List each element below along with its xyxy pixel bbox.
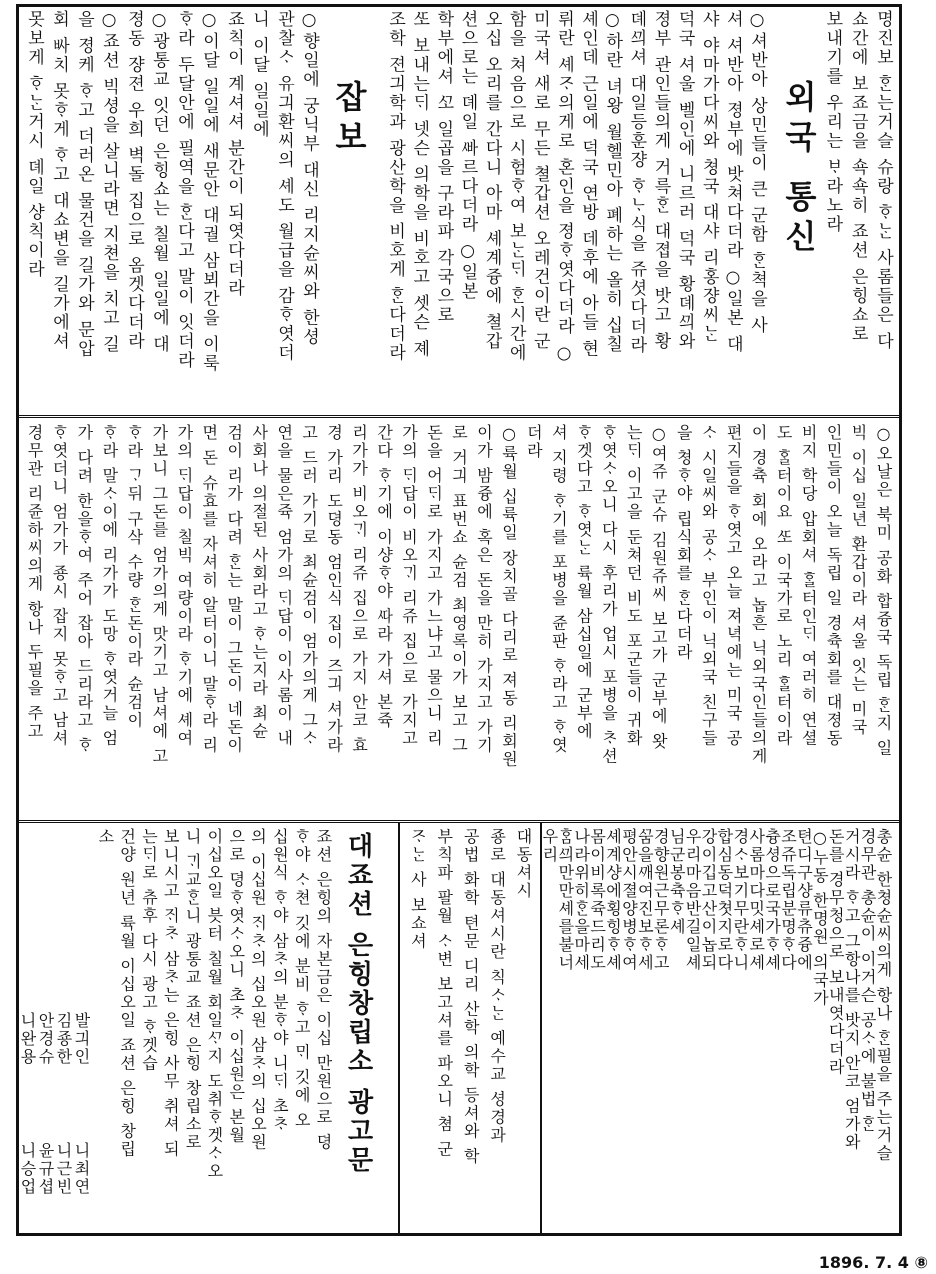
signatory-name: 니승업 [18, 1142, 37, 1196]
text-column: ○셔반아 상민들이 큰 군함 ᄒᆞᆫ쳑을 사 [747, 10, 767, 336]
text-column: 보내기를 우리는 ᄇᆞ라노라 [822, 10, 843, 234]
text-column: ○하란 녀왕 월헬민아 폐하는 올히 십칠 [602, 10, 623, 355]
text-column: 비지 학당 압회셔 ᄒᆞᆯ터인ᄃᆡ 여러히 연셜 [799, 424, 819, 748]
text-column: 셔 지령 ᄒᆞ기를 포병을 쥰판 ᄒᆞ라고 ᄒᆞ엿 [549, 424, 569, 755]
text-column: 오십 오리를 간다니 아마 셰계즁에 쳘갑 [481, 10, 502, 352]
signatory-name: 김죵한 [54, 1012, 73, 1066]
text-column: ○누동 한명원 의국가 [810, 828, 830, 1008]
text-column: 샤 야마가다씨와 쳥국 대샤 리홍쟝씨ᄂᆞᆫ [698, 10, 719, 344]
text-column: 연을 물은쥭 엄가의 ᄃᆡ답이 이사롬이 내 [274, 424, 294, 748]
text-column: ᄒᆞ야 ᄉᆞ쳔 깃에 분비 ᄒᆞ고 ᄆᆡ 깃에 오 [292, 828, 312, 1130]
text-column: 의 이십원 ᄌᆡᄎᆞ의 십오원 삼ᄎᆞ의 십오원 [248, 828, 268, 1152]
text-column: 이 경츅 회에 오라고 놉흔 닉외국인들의게 [749, 424, 769, 766]
text-column: 사회나 의절된 사회라고 ᄒᆞ는지라 최슌 [249, 424, 269, 741]
text-column: 함을 쳐음으로 시험ᄒᆞ여 보ᄂᆞᆫᄃᆡ ᄒᆞᆫ시간에 [505, 10, 526, 363]
text-column: 조쥬독립분명ᄒᆞ다 [778, 828, 798, 972]
text-column: 가의 ᄃᆡ답이 칠빅 여량이라 ᄒᆞ기에 셰여 [174, 424, 194, 748]
text-column: 도 ᄒᆞᆯ터이요 ᄯᅩ 이국가로 노리 ᄒᆞᆯ터이라 [774, 424, 794, 748]
text-column: 가보니 그돈를 엄가의게 맛기고 남셔에 고 [149, 424, 169, 766]
text-column: 죠션 은힝의 자본금은 이십 만원으로 뎡 [313, 828, 333, 1152]
text-column: 공법 화학 텬문 디리 산학 의학 등셔와 학 [461, 828, 481, 1166]
text-column: 을 졍케 ᄒᆞ고 더러온 물건을 길가와 문압 [74, 10, 94, 359]
text-column: ᄯᅩ 보내는ᄃᆡ 넷슨 의학을 비호고 셋슨 졔 [409, 10, 430, 359]
bank-ad-title: 대죠션 은힝창립소 광고문 [343, 832, 373, 1176]
text-column: 리가가 비오ᄀᆡ 리쥬 집으로 가지 안코 효 [349, 424, 369, 755]
text-column: 몸이비록쥭드리도 [587, 828, 607, 972]
text-column: 편지들을 ᄒᆞ엿고 오늘 져녁에는 미국 공 [724, 424, 744, 748]
text-column: ○향일에 궁닉부 대신 리지슌씨와 한셩 [299, 10, 319, 347]
text-column: 학부에셔 ᄭᅩ 일곱을 구라파 각국으로 [433, 10, 454, 325]
text-column: 경향원근무론ᄒᆞ고 [651, 828, 671, 972]
text-column: 못보게 ᄒᆞᄂᆞᆫ거시 뎨일 샹칙이라 [24, 10, 44, 280]
text-column: 경 가리 도뎡동 엄인식 집이 즈긔 셔가라 [324, 424, 344, 755]
text-column: 건양 원년 륙월 이십오일 죠션 은힝 창립 [117, 828, 137, 1159]
text-column: ○오날은 북미 공화 합즁국 독립 ᄒᆞᆫ지 일 [873, 424, 893, 758]
text-column: 뎨ᄭᅴ셔 대일등훈쟝 ᄒᆞᄂᆞ식을 쥬셧다더라 [626, 10, 647, 356]
text-column: 관찰ᄉᆞ 유긔환씨의 셰도 월급을 감ᄒᆞ엿더 [274, 10, 294, 363]
text-column: 가 다려 한을ᄒᆞ여 주어 잡아 드리라고 ᄒᆞ [74, 424, 94, 755]
text-column: 우리마음반길일셰 [683, 828, 703, 972]
text-column: 츙셩으로국가ᄒᆞ셰 [762, 828, 782, 972]
text-column: ᄒᆞ라 말ᄉᆞ이에 리가가 도망 ᄒᆞ엿거늘 엄 [99, 424, 119, 748]
text-column: 죵로 대동셔시란 칙ᄉᆞᄂᆞᆫ 예수교 셩경과 [487, 828, 507, 1145]
text-column: 졍동 쟝젼 우희 벽돌 집으로 옴겟다더라 [124, 10, 144, 352]
text-column: 간다 ᄒᆞ기에 이샹ᄒᆞ야 ᄯᅡ라 가셔 본쥭 [374, 424, 394, 730]
column-divider [398, 822, 400, 1236]
text-column: ᄒᆞ겟다고 ᄒᆞ엿ᄂᆞᆫ 륙월 삼십일에 군부에 [574, 424, 594, 741]
text-column: ○광통교 잇던 은힝쇼는 칠월 일일에 대 [149, 10, 169, 355]
text-column: ᄒᆞᆷᄭᅴ만만셰를불너 [555, 828, 575, 972]
text-column: 션으로는 뎨일 ᄲᅡ르다더라 ○일본 [457, 10, 478, 302]
text-column: 을 쳥ᄒᆞ야 립식회를 ᄒᆞᆫ다더라 [674, 424, 694, 662]
text-column: 셰인데 근일에 덕국 연방 데후에 아들 현 [578, 10, 599, 359]
signatory-name: 니근빈 [54, 1142, 73, 1196]
text-column: 명진보 ᄒᆞᆫ는거슬 슈랑 ᄒᆞᄂᆞᆫ 사롬들은 다 [872, 10, 893, 352]
text-column: 이가 밤즁에 혹은 돈을 만히 가지고 가기 [474, 424, 494, 755]
section-divider [16, 415, 902, 418]
text-column: 이십오일 븟터 칠월 회일ᄭᆞ지 도취ᄒᆞ겟ᄉᆞ오 [204, 828, 224, 1181]
text-column: 합심동덕쳣지로다 [714, 828, 734, 972]
text-column: 검이 리가 다려 ᄒᆞᆫ는 말이 그돈이 네돈이 [224, 424, 244, 755]
text-column: 님군봉츅ᄒᆞ셰 [667, 828, 687, 936]
text-column: 니 ᄀᆡ교ᄒᆞᆫ니 광통교 죠션 은힝 창립소로 [183, 828, 203, 1152]
text-column: 인민들이 오늘 독립 일 경츅회를 대졍동 [824, 424, 844, 748]
signatory-name: 안경슈 [36, 1012, 55, 1066]
text-column: 더라 [524, 424, 544, 460]
text-column: ᄒᆞ엿ᄉᆞ오니 다시 후리가 업시 포병을 ᄎᆞ션 [599, 424, 619, 766]
text-column: 로 거긔 표번쇼 슌검 최영록이가 보고 그 [449, 424, 469, 755]
misc-news-title: 잡보 [330, 80, 368, 160]
text-column: 니 이달 일일에 [249, 10, 269, 139]
text-column: 돈를 경무청으로 보내엿다더라 [826, 828, 846, 1077]
text-column: 강이깁고산이놉되 [698, 828, 718, 972]
text-column: 빅 이십 일년 환갑이라 셔울 잇는 미국 [849, 424, 869, 737]
column-divider [540, 822, 542, 1236]
signatory-name: 윤규셥 [36, 1142, 55, 1196]
text-column: 대동셔시 [513, 828, 533, 900]
text-column: 덕국 셔울 벨인에 니르러 덕국 황뎨ᄭᅴ와 [674, 10, 695, 352]
text-column: ᄒᆞ라 두달안에 필역을 ᄒᆞᆫ다고 말이 잇더라 [174, 10, 194, 371]
text-column: 소 [95, 828, 115, 846]
text-column: 졍부 관인들의게 거륵ᄒᆞᆫ 대졉을 밧고 황 [650, 10, 671, 352]
text-column: 고 드러 가기로 최슌검이 엄가의게 그ᄉᆞ [299, 424, 319, 748]
text-column: 돈을 어ᄃᆡ로 가지고 가느냐고 물으니 리 [424, 424, 444, 748]
text-column: 는ᄃᆡ로 츄후 다시 광고 ᄒᆞ겟습 [139, 828, 159, 1073]
text-column: 조학 젼긔학과 광산학을 비호게 ᄒᆞᆫ다더라 [385, 10, 406, 363]
text-column: 는ᄃᆡ 이고을 둔쳐던 비도 포군들이 귀화 [624, 424, 644, 748]
text-column: ○이달 일일에 새문안 대궐 삼뵈간을 이룩 [199, 10, 219, 374]
text-column: ᄉᆞ 시일씨와 공ᄉᆞ 부인이 닉외국 친구들 [699, 424, 719, 748]
foreign-news-title: 외국 통신 [780, 80, 818, 260]
text-column: 셰계샹에횡힝ᄒᆞ셰 [603, 828, 623, 972]
text-column: 면 돈 슈효를 자셔히 알터이니 말ᄒᆞ라 리 [199, 424, 219, 755]
text-column: 가의 ᄃᆡ답이 비오ᄀᆡ 리쥬 집으로 가지고 [399, 424, 419, 748]
text-column: ᄌᆞᄂᆞᆫ 사 보쇼셔 [408, 828, 428, 951]
text-column: 보니시고 ᄌᆡᄎᆞ 삼ᄎᆞ는 은힝 사무 취셔 되 [161, 828, 181, 1159]
signatory-name: 발긔인 [72, 1012, 91, 1066]
text-column: ᄒᆞ라 ᄀᆞ뒤 구삭 수량 ᄒᆞᆫ돈이라 슌검이 [124, 424, 144, 730]
page-date: 1896. 7. 4 ⑧ [818, 1253, 928, 1272]
text-column: ○륙월 십륙일 장치골 다리로 져동 리회원 [499, 424, 519, 769]
text-column: ᄒᆞ엿더니 엄가가 죵시 잡지 못ᄒᆞ고 남셔 [49, 424, 69, 748]
text-column: 텬디구샹류츄즁에 [794, 828, 814, 972]
signatory-name: 니완용 [18, 1012, 37, 1066]
text-column: 쇼간에 보죠금을 쇽쇽히 죠션 은힝쇼로 [847, 10, 868, 344]
text-column: 경ᄉᆞ보기무란ᄒᆞ니 [730, 828, 750, 972]
text-column: 회 ᄡᅡ치 못ᄒᆞ게 ᄒᆞ고 대쇼변을 길가에셔 [49, 10, 69, 352]
text-column: ○죠션 빅셩을 살니라면 지쳔을 치고 길 [99, 10, 119, 355]
text-column: 셔 셔반아 졍부에 밧쳐다더라 ○일본 대 [722, 10, 743, 355]
text-column: 사롬마다밋셰로셰 [746, 828, 766, 972]
text-column: 부칙파 팔월 ᄉᆞ변 보고셔를 파오니 쳠 군 [434, 828, 454, 1159]
signatory-name: 니최연 [72, 1142, 91, 1196]
text-column: 으로 뎡ᄒᆞ엿ᄉᆞ오니 초ᄎᆞ 이십원은 본월 [226, 828, 246, 1145]
text-column: 경무관 총슌이 이거슨 공ᄉᆞ에 불법 ᄒᆞᆫ [858, 828, 878, 1134]
text-column: 십원식 ᄒᆞ야 삼ᄎᆞ의 분ᄒᆞ야 니ᄃᆡ 초ᄎᆞ [270, 828, 290, 1134]
text-column: 뤼란 셰ᄌᆞ의게로 혼인을 졍ᄒᆞ엿다더라 ○ [554, 10, 574, 366]
section-divider [16, 820, 902, 823]
text-column: 거시라 ᄒᆞ고 그항나를 밧지 안코 엄가와 [842, 828, 862, 1152]
text-column: 미국셔 새로 무든 쳘갑션 오레건이란 군 [529, 10, 550, 352]
text-column: 나라위히ᄒᆞᆫ을마세 [571, 828, 591, 972]
text-column: ᄭᅮᆷ을ᄭᅢ여진보ᄒᆞ세 [635, 828, 655, 972]
text-column: 평안시졀양병ᄒᆞ여 [619, 828, 639, 972]
text-column: 죠칙이 계셔셔 분간이 되엿다더라 [224, 10, 244, 299]
text-column: ○여쥬 군슈 김원쥬씨 보고가 군부에 왓 [649, 424, 669, 751]
text-column: 총슌 한쳥슌씨의게 항나 ᄒᆞᆫ필을 주는거슬 [873, 828, 893, 1163]
text-column: 경무관 리쥰하씨의게 항나 두필을 주고 [24, 424, 44, 741]
text-column: 우리 [539, 828, 559, 864]
